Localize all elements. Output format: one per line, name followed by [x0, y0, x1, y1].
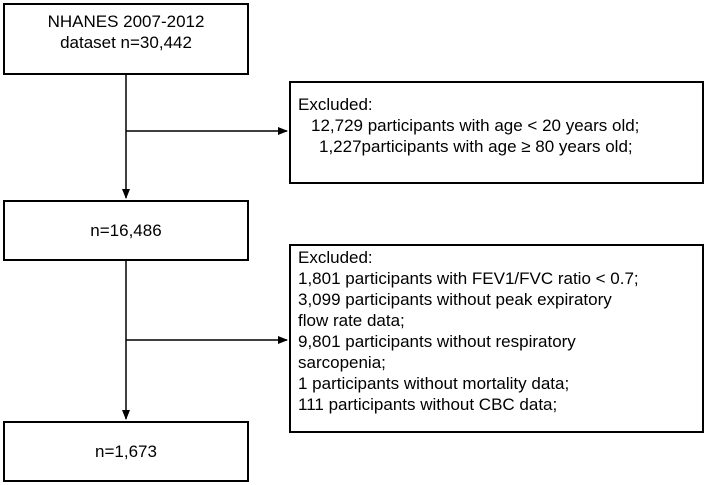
exclusion-1-heading: Excluded: — [298, 95, 373, 114]
start-box — [3, 3, 249, 75]
final-box — [3, 421, 249, 482]
exclusion-2-item: 3,099 participants without peak expiratory — [298, 290, 612, 309]
start-title: NHANES 2007-2012 — [47, 12, 205, 31]
final-count: n=1,673 — [95, 442, 157, 461]
middle-box — [3, 200, 249, 261]
exclusion-2-item: flow rate data; — [298, 311, 405, 330]
middle-count: n=16,486 — [90, 221, 162, 240]
exclusion-1-item: 1,227participants with age ≥ 80 years old; — [319, 137, 633, 156]
exclusion-2-item: 111 participants without CBC data; — [298, 395, 558, 414]
exclusion-2-item: sarcopenia; — [298, 353, 386, 372]
exclusion-2-item: 1 participants without mortality data; — [298, 374, 570, 393]
exclusion-1-item: 12,729 participants with age < 20 years old; — [311, 116, 640, 135]
exclusion-box-1 — [289, 81, 704, 184]
exclusion-2-heading: Excluded: — [298, 248, 373, 267]
exclusion-2-item: 9,801 participants without respiratory — [298, 332, 576, 351]
exclusion-2-item: 1,801 participants with FEV1/FVC ratio < 0.7; — [298, 269, 639, 288]
exclusion-box-2 — [289, 244, 704, 433]
start-count: dataset n=30,442 — [60, 33, 192, 52]
